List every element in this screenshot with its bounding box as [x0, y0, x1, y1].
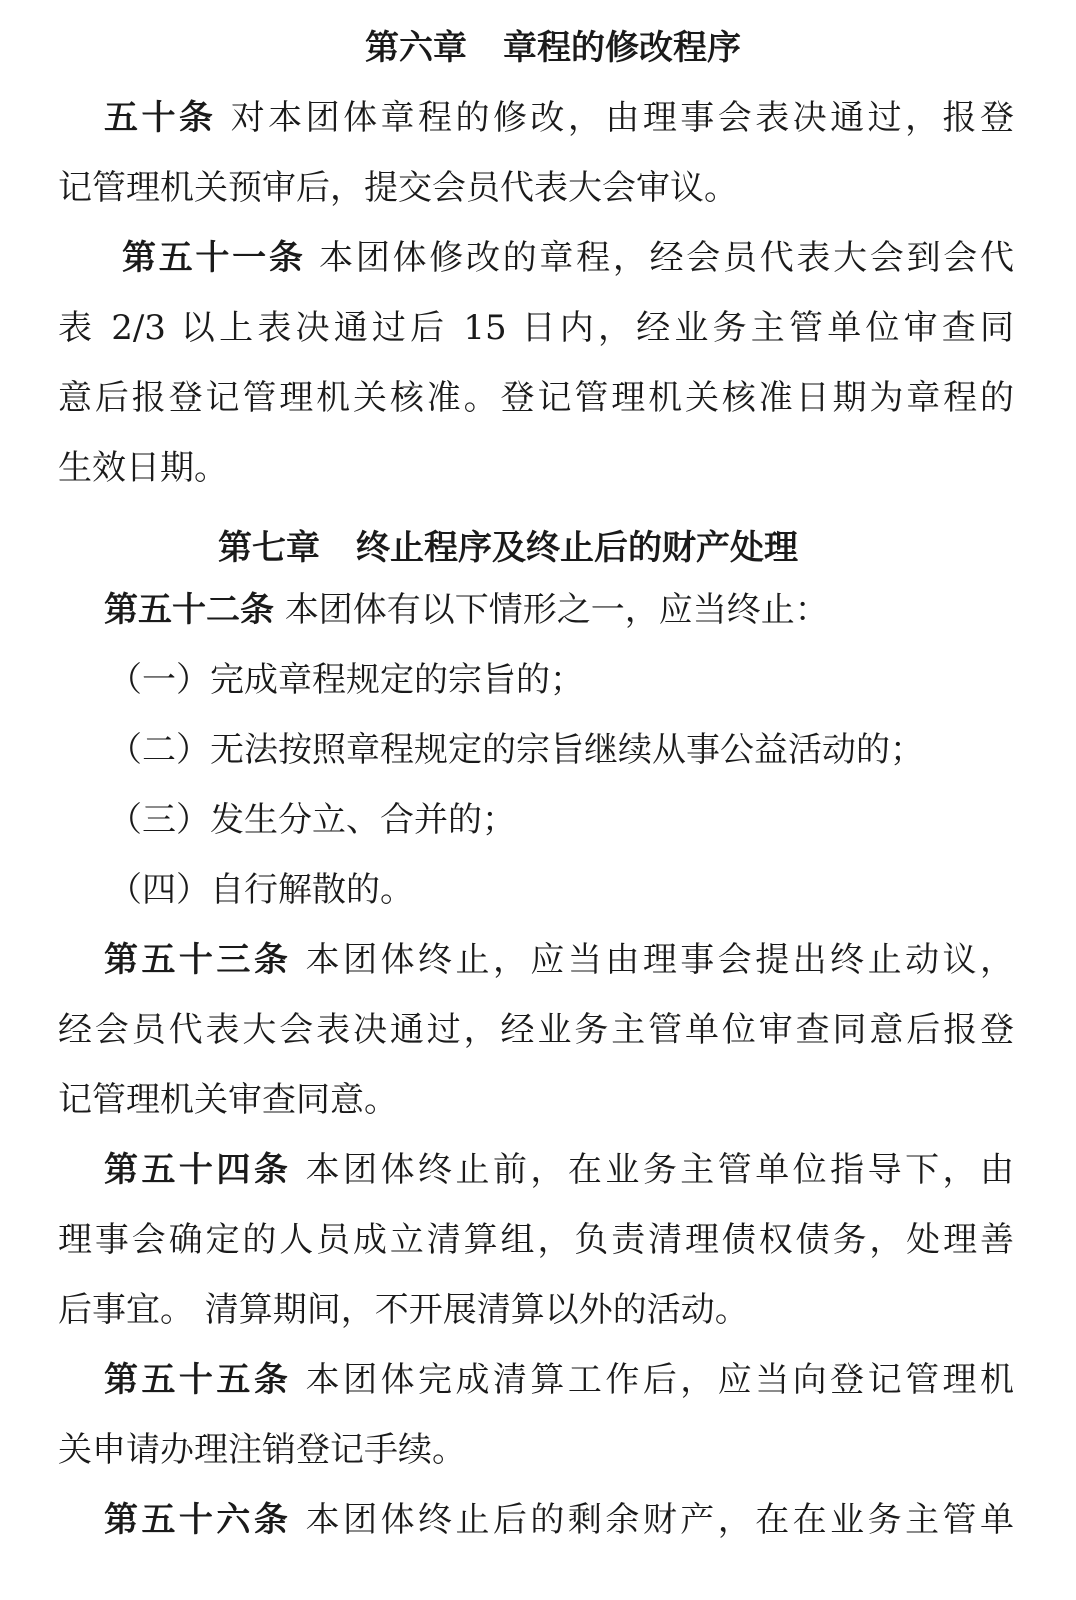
article-52-item-4: （四）自行解散的。 — [108, 870, 414, 910]
article-52-line-1 — [104, 590, 1014, 630]
chapter-7-heading — [218, 528, 1076, 568]
article-51-line-2: 表 2/3 以上表决通过后 15 日内，经业务主管单位审查同 — [58, 308, 1014, 348]
article-51-text-1: 本团体修改的章程，经会员代表大会到会代 — [319, 238, 1015, 278]
article-54-line-1 — [104, 1150, 1014, 1190]
article-53-line-2: 经会员代表大会表决通过，经业务主管单位审查同意后报登 — [58, 1010, 1014, 1050]
article-56-line-1 — [104, 1500, 1014, 1540]
article-52-text-1: 本团体有以下情形之一，应当终止： — [284, 590, 829, 630]
article-55-label: 第五十五条 — [104, 1360, 292, 1400]
article-51-line-4: 生效日期。 — [58, 448, 228, 488]
article-54-line-2: 理事会确定的人员成立清算组，负责清理债权债务，处理善 — [58, 1220, 1014, 1260]
article-51-line-3: 意后报登记管理机关核准。登记管理机关核准日期为章程的 — [58, 378, 1014, 418]
article-52-label: 第五十二条 — [104, 590, 274, 630]
article-51-line-1 — [122, 238, 1014, 278]
article-53-line-3: 记管理机关审查同意。 — [58, 1080, 398, 1120]
chapter-6-heading — [365, 28, 1076, 68]
article-50-text-1: 对本团体章程的修改，由理事会表决通过，报登 — [230, 98, 1015, 138]
article-56-text-1: 本团体终止后的剩余财产，在在业务主管单 — [305, 1500, 1015, 1540]
article-52-item-1: （一）完成章程规定的宗旨的； — [108, 660, 584, 700]
article-55-line-2: 关申请办理注销登记手续。 — [58, 1430, 466, 1470]
article-53-line-1 — [104, 940, 1014, 980]
article-50-line-1 — [104, 98, 1014, 138]
chapter-7-title: 终止程序及终止后的财产处理 — [356, 528, 798, 568]
article-50-line-2: 记管理机关预审后，提交会员代表大会审议。 — [58, 168, 738, 208]
article-50-label: 五十条 — [104, 98, 217, 138]
chapter-6-label: 第六章 — [365, 28, 467, 68]
chapter-7-label: 第七章 — [218, 528, 320, 568]
article-55-line-1 — [104, 1360, 1014, 1400]
article-52-item-2: （二）无法按照章程规定的宗旨继续从事公益活动的； — [108, 730, 924, 770]
article-53-label: 第五十三条 — [104, 940, 292, 980]
article-51-label: 第五十一条 — [122, 238, 306, 278]
article-54-text-1: 本团体终止前，在业务主管单位指导下，由 — [305, 1150, 1015, 1190]
chapter-6-title: 章程的修改程序 — [503, 28, 741, 68]
article-54-line-3: 后事宜。 清算期间，不开展清算以外的活动。 — [58, 1290, 749, 1330]
article-52-item-3: （三）发生分立、合并的； — [108, 800, 516, 840]
article-54-label: 第五十四条 — [104, 1150, 292, 1190]
article-55-text-1: 本团体完成清算工作后，应当向登记管理机 — [305, 1360, 1015, 1400]
article-53-text-1: 本团体终止，应当由理事会提出终止动议， — [305, 940, 1015, 980]
article-56-label: 第五十六条 — [104, 1500, 292, 1540]
